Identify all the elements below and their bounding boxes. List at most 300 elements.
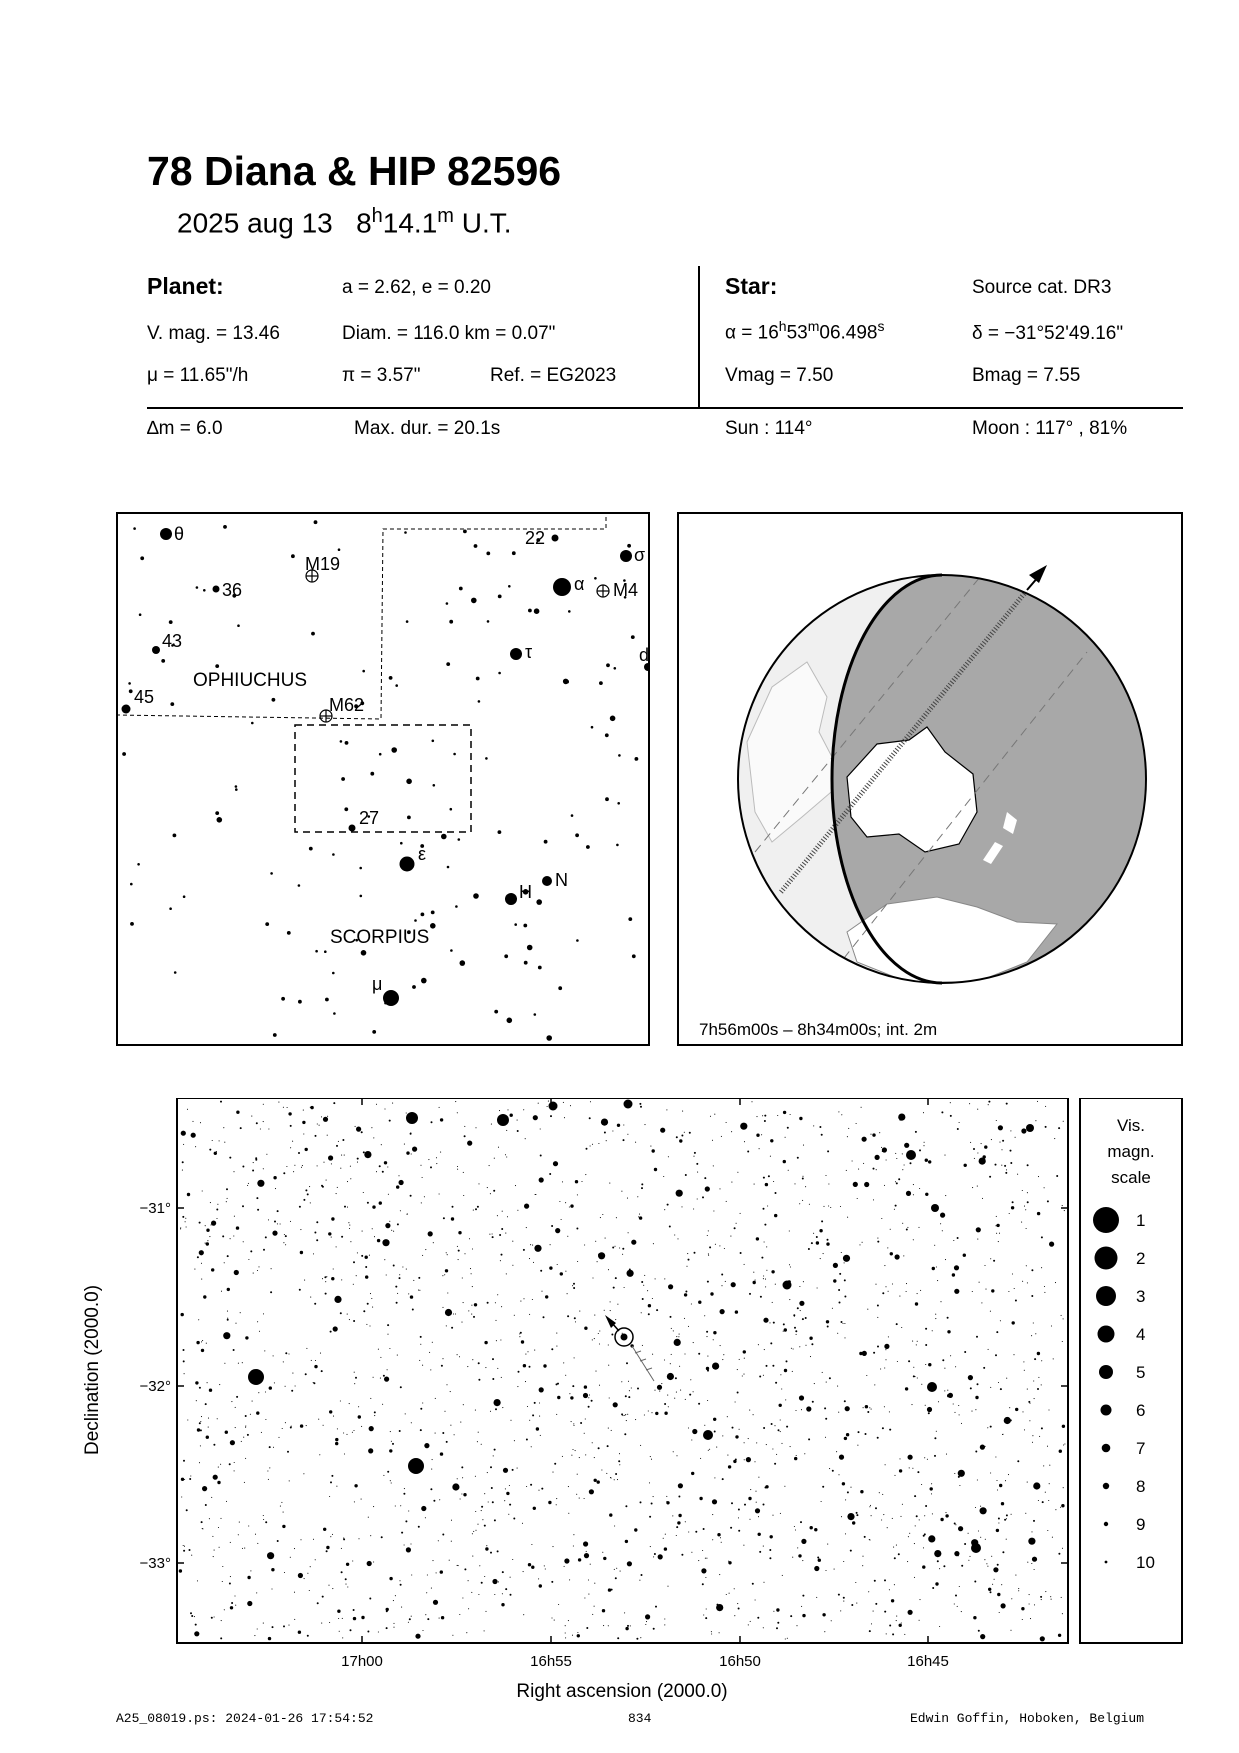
detail-field-star bbox=[1001, 1502, 1004, 1505]
detail-field-star bbox=[739, 1429, 740, 1430]
detail-field-star bbox=[909, 1467, 910, 1468]
legend-magnitude-label: 6 bbox=[1136, 1401, 1146, 1420]
detail-field-star bbox=[695, 1531, 697, 1533]
detail-field-star bbox=[314, 1232, 316, 1234]
detail-field-star bbox=[800, 1310, 801, 1311]
detail-field-star bbox=[774, 1214, 777, 1217]
detail-field-star bbox=[898, 1114, 905, 1121]
detail-bright-star bbox=[931, 1204, 939, 1212]
detail-field-star bbox=[974, 1158, 975, 1159]
detail-field-star bbox=[213, 1475, 218, 1480]
detail-field-star bbox=[831, 1620, 832, 1621]
detail-chart-frame bbox=[177, 1098, 1068, 1643]
detail-field-star bbox=[1031, 1563, 1032, 1564]
detail-field-star bbox=[571, 1421, 572, 1422]
detail-field-star bbox=[611, 1430, 612, 1431]
detail-field-star bbox=[412, 1309, 414, 1311]
detail-field-star bbox=[1041, 1267, 1042, 1268]
detail-field-star bbox=[464, 1253, 465, 1254]
detail-field-star bbox=[969, 1103, 970, 1104]
detail-field-star bbox=[605, 1238, 606, 1239]
detail-field-star bbox=[182, 1216, 184, 1218]
finder-field-star bbox=[534, 1013, 537, 1016]
detail-field-star bbox=[802, 1614, 805, 1617]
detail-field-star bbox=[972, 1187, 973, 1188]
detail-field-star bbox=[1033, 1380, 1034, 1381]
detail-field-star bbox=[793, 1348, 794, 1349]
detail-field-star bbox=[882, 1427, 884, 1429]
planet-heading: Planet: bbox=[147, 273, 224, 299]
detail-field-star bbox=[736, 1223, 737, 1224]
detail-field-star bbox=[500, 1260, 501, 1261]
detail-field-star bbox=[955, 1595, 957, 1597]
detail-field-star bbox=[468, 1608, 469, 1609]
detail-field-star bbox=[540, 1435, 541, 1436]
detail-field-star bbox=[664, 1359, 665, 1360]
detail-field-star bbox=[214, 1616, 215, 1617]
finder-field-star bbox=[605, 733, 609, 737]
detail-field-star bbox=[920, 1290, 921, 1291]
detail-field-star bbox=[705, 1186, 710, 1191]
detail-field-star bbox=[1001, 1584, 1002, 1585]
detail-field-star bbox=[877, 1437, 879, 1439]
detail-field-star bbox=[1047, 1446, 1048, 1447]
detail-field-star bbox=[734, 1227, 736, 1229]
detail-field-star bbox=[816, 1241, 819, 1244]
detail-field-star bbox=[326, 1180, 327, 1181]
detail-field-star bbox=[940, 1223, 941, 1224]
detail-field-star bbox=[1026, 1265, 1027, 1266]
detail-field-star bbox=[288, 1353, 289, 1354]
detail-field-star bbox=[349, 1319, 350, 1320]
detail-field-star bbox=[653, 1243, 654, 1244]
detail-field-star bbox=[310, 1297, 311, 1298]
detail-field-star bbox=[315, 1559, 316, 1560]
detail-field-star bbox=[256, 1122, 258, 1124]
detail-field-star bbox=[630, 1625, 631, 1626]
detail-field-star bbox=[780, 1431, 781, 1432]
detail-field-star bbox=[617, 1124, 620, 1127]
detail-field-star bbox=[839, 1273, 841, 1275]
detail-field-star bbox=[735, 1401, 736, 1402]
detail-field-star bbox=[528, 1563, 531, 1566]
detail-field-star bbox=[591, 1400, 593, 1402]
detail-field-star bbox=[799, 1286, 800, 1287]
detail-field-star bbox=[731, 1131, 732, 1132]
detail-field-star bbox=[635, 1142, 636, 1143]
detail-field-star bbox=[799, 1346, 800, 1347]
detail-field-star bbox=[269, 1386, 272, 1389]
detail-field-star bbox=[892, 1633, 894, 1635]
detail-field-star bbox=[317, 1165, 318, 1166]
detail-field-star bbox=[376, 1104, 377, 1105]
detail-field-star bbox=[902, 1153, 903, 1154]
detail-field-star bbox=[250, 1570, 251, 1571]
detail-field-star bbox=[775, 1382, 777, 1384]
detail-field-star bbox=[340, 1400, 341, 1401]
detail-field-star bbox=[471, 1314, 472, 1315]
detail-field-star bbox=[409, 1618, 411, 1620]
detail-field-star bbox=[667, 1586, 668, 1587]
detail-field-star bbox=[771, 1270, 774, 1273]
detail-field-star bbox=[727, 1455, 728, 1456]
finder-field-star bbox=[421, 978, 427, 984]
detail-field-star bbox=[964, 1543, 966, 1545]
detail-field-star bbox=[877, 1317, 878, 1318]
detail-field-star bbox=[912, 1341, 913, 1342]
detail-field-star bbox=[570, 1105, 571, 1106]
detail-field-star bbox=[711, 1633, 712, 1634]
detail-field-star bbox=[674, 1339, 681, 1346]
detail-field-star bbox=[183, 1349, 185, 1351]
detail-field-star bbox=[384, 1377, 389, 1382]
detail-field-star bbox=[541, 1291, 542, 1292]
detail-field-star bbox=[236, 1226, 239, 1229]
detail-field-star bbox=[802, 1560, 803, 1561]
detail-field-star bbox=[932, 1267, 935, 1270]
label-tau: τ bbox=[525, 642, 533, 662]
detail-field-star bbox=[693, 1342, 694, 1343]
detail-field-star bbox=[471, 1305, 472, 1306]
detail-field-star bbox=[896, 1616, 897, 1617]
detail-field-star bbox=[795, 1410, 796, 1411]
detail-field-star bbox=[291, 1390, 293, 1392]
detail-field-star bbox=[485, 1367, 486, 1368]
detail-field-star bbox=[676, 1535, 677, 1536]
detail-field-star bbox=[709, 1449, 710, 1450]
detail-field-star bbox=[422, 1402, 423, 1403]
detail-field-star bbox=[263, 1104, 264, 1105]
detail-field-star bbox=[457, 1112, 458, 1113]
detail-field-star bbox=[714, 1431, 716, 1433]
detail-field-star bbox=[353, 1261, 355, 1263]
star-theta bbox=[160, 528, 172, 540]
detail-field-star bbox=[208, 1427, 209, 1428]
detail-field-star bbox=[787, 1127, 789, 1129]
detail-field-star bbox=[877, 1346, 879, 1348]
detail-field-star bbox=[478, 1362, 480, 1364]
detail-field-star bbox=[463, 1195, 464, 1196]
detail-field-star bbox=[288, 1625, 289, 1626]
detail-field-star bbox=[430, 1488, 432, 1490]
detail-field-star bbox=[906, 1229, 908, 1231]
star-36 bbox=[213, 586, 220, 593]
detail-field-star bbox=[879, 1492, 880, 1493]
detail-field-star bbox=[365, 1256, 368, 1259]
ra-hour-unit: h bbox=[778, 318, 787, 334]
detail-field-star bbox=[890, 1229, 891, 1230]
detail-field-star bbox=[234, 1470, 235, 1471]
detail-field-star bbox=[268, 1637, 271, 1640]
detail-field-star bbox=[626, 1420, 627, 1421]
detail-field-star bbox=[749, 1410, 750, 1411]
detail-field-star bbox=[644, 1414, 645, 1415]
detail-field-star bbox=[502, 1571, 504, 1573]
detail-field-star bbox=[995, 1225, 996, 1226]
detail-field-star bbox=[617, 1637, 619, 1639]
detail-field-star bbox=[450, 1391, 451, 1392]
detail-field-star bbox=[752, 1583, 754, 1585]
detail-field-star bbox=[490, 1466, 492, 1468]
detail-field-star bbox=[441, 1616, 444, 1619]
detail-field-star bbox=[999, 1233, 1000, 1234]
detail-field-star bbox=[640, 1501, 642, 1503]
finder-field-star bbox=[558, 986, 562, 990]
detail-field-star bbox=[200, 1429, 202, 1431]
detail-field-star bbox=[598, 1333, 599, 1334]
detail-field-star bbox=[539, 1584, 542, 1587]
detail-field-star bbox=[697, 1172, 698, 1173]
detail-field-star bbox=[598, 1252, 605, 1259]
detail-field-star bbox=[1062, 1613, 1063, 1614]
detail-field-star bbox=[901, 1622, 902, 1623]
detail-field-star bbox=[288, 1112, 291, 1115]
detail-field-star bbox=[592, 1144, 593, 1145]
detail-field-star bbox=[1009, 1213, 1010, 1214]
detail-field-star bbox=[902, 1169, 903, 1170]
detail-field-star bbox=[737, 1603, 738, 1604]
detail-field-star bbox=[890, 1252, 893, 1255]
detail-field-star bbox=[1005, 1172, 1007, 1174]
detail-field-star bbox=[906, 1191, 911, 1196]
finder-field-star bbox=[272, 698, 276, 702]
detail-field-star bbox=[887, 1247, 888, 1248]
detail-field-star bbox=[763, 1627, 764, 1628]
detail-field-star bbox=[336, 1145, 338, 1147]
detail-field-star bbox=[245, 1427, 246, 1428]
finder-field-star bbox=[270, 872, 273, 875]
detail-field-star bbox=[382, 1239, 389, 1246]
detail-field-star bbox=[579, 1498, 580, 1499]
detail-field-star bbox=[668, 1284, 673, 1289]
finder-field-star bbox=[140, 556, 144, 560]
detail-field-star bbox=[341, 1548, 342, 1549]
finder-field-star bbox=[281, 997, 285, 1001]
detail-field-star bbox=[642, 1345, 643, 1346]
detail-field-star bbox=[331, 1475, 333, 1477]
finder-field-star bbox=[298, 884, 301, 887]
detail-field-star bbox=[765, 1183, 768, 1186]
detail-field-star bbox=[527, 1406, 528, 1407]
detail-field-star bbox=[494, 1594, 495, 1595]
detail-field-star bbox=[581, 1181, 582, 1182]
detail-field-star bbox=[330, 1481, 332, 1483]
detail-field-star bbox=[776, 1627, 778, 1629]
finder-field-star bbox=[487, 620, 490, 623]
detail-field-star bbox=[438, 1540, 439, 1541]
detail-field-star bbox=[968, 1533, 969, 1534]
detail-field-star bbox=[442, 1534, 444, 1536]
detail-field-star bbox=[277, 1223, 278, 1224]
detail-field-star bbox=[796, 1334, 797, 1335]
detail-field-star bbox=[473, 1316, 475, 1318]
detail-field-star bbox=[415, 1634, 420, 1639]
detail-field-star bbox=[952, 1273, 955, 1276]
detail-field-star bbox=[942, 1230, 943, 1231]
detail-field-star bbox=[502, 1407, 503, 1408]
detail-field-star bbox=[795, 1529, 796, 1530]
detail-field-star bbox=[713, 1418, 716, 1421]
detail-field-star bbox=[380, 1357, 381, 1358]
detail-field-star bbox=[287, 1451, 289, 1453]
detail-field-star bbox=[977, 1239, 978, 1240]
detail-field-star bbox=[601, 1119, 608, 1126]
detail-field-star bbox=[505, 1588, 507, 1590]
detail-field-star bbox=[627, 1414, 628, 1415]
detail-field-star bbox=[676, 1190, 683, 1197]
detail-field-star bbox=[323, 1162, 324, 1163]
detail-field-star bbox=[477, 1524, 478, 1525]
detail-field-star bbox=[823, 1206, 824, 1207]
detail-field-star bbox=[1050, 1596, 1051, 1597]
detail-field-star bbox=[464, 1126, 465, 1127]
label-27: 27 bbox=[359, 808, 380, 828]
detail-field-star bbox=[631, 1240, 636, 1245]
detail-field-star bbox=[439, 1193, 440, 1194]
detail-field-star bbox=[399, 1180, 404, 1185]
detail-field-star bbox=[884, 1265, 885, 1266]
detail-field-star bbox=[748, 1497, 751, 1500]
finder-field-star bbox=[183, 895, 186, 898]
detail-field-star bbox=[822, 1613, 825, 1616]
detail-field-star bbox=[872, 1133, 875, 1136]
detail-field-star bbox=[650, 1146, 651, 1147]
detail-field-star bbox=[842, 1323, 843, 1324]
detail-field-star bbox=[685, 1399, 686, 1400]
detail-field-star bbox=[991, 1139, 992, 1140]
detail-field-star bbox=[195, 1146, 196, 1147]
detail-field-star bbox=[738, 1530, 740, 1532]
detail-field-star bbox=[611, 1334, 613, 1336]
detail-field-star bbox=[1038, 1500, 1039, 1501]
detail-field-star bbox=[850, 1487, 851, 1488]
detail-field-star bbox=[656, 1309, 658, 1311]
detail-field-star bbox=[892, 1518, 893, 1519]
detail-field-star bbox=[608, 1269, 609, 1270]
detail-field-star bbox=[954, 1603, 955, 1604]
detail-field-star bbox=[919, 1149, 921, 1151]
detail-field-star bbox=[720, 1345, 721, 1346]
detail-field-star bbox=[805, 1317, 807, 1319]
detail-field-star bbox=[230, 1542, 231, 1543]
detail-field-star bbox=[998, 1522, 999, 1523]
detail-field-star bbox=[304, 1280, 305, 1281]
detail-field-star bbox=[1012, 1273, 1013, 1274]
detail-field-star bbox=[954, 1412, 955, 1413]
detail-field-star bbox=[635, 1419, 636, 1420]
finder-field-star bbox=[287, 931, 291, 935]
detail-field-star bbox=[800, 1521, 802, 1523]
detail-field-star bbox=[461, 1466, 463, 1468]
detail-field-star bbox=[374, 1415, 375, 1416]
detail-field-star bbox=[735, 1310, 738, 1313]
detail-field-star bbox=[379, 1201, 382, 1204]
detail-field-star bbox=[803, 1145, 804, 1146]
detail-field-star bbox=[936, 1431, 937, 1432]
detail-field-star bbox=[940, 1518, 943, 1521]
detail-field-star bbox=[670, 1363, 671, 1364]
detail-field-star bbox=[924, 1142, 925, 1143]
detail-field-star bbox=[806, 1406, 811, 1411]
star-ra-minutes: 53 bbox=[786, 322, 808, 344]
detail-field-star bbox=[843, 1601, 844, 1602]
detail-field-star bbox=[882, 1494, 883, 1495]
detail-field-star bbox=[420, 1165, 421, 1166]
detail-field-star bbox=[740, 1213, 741, 1214]
detail-field-star bbox=[384, 1108, 385, 1109]
detail-field-star bbox=[373, 1561, 374, 1562]
detail-field-star bbox=[574, 1357, 575, 1358]
detail-field-star bbox=[185, 1218, 186, 1219]
finder-field-star bbox=[571, 814, 574, 817]
detail-field-star bbox=[534, 1350, 535, 1351]
detail-field-star bbox=[211, 1497, 212, 1498]
detail-field-star bbox=[685, 1291, 687, 1293]
detail-field-star bbox=[484, 1630, 485, 1631]
detail-field-star bbox=[640, 1637, 641, 1638]
legend-magnitude-dot bbox=[1096, 1286, 1116, 1306]
finder-field-star bbox=[372, 1030, 376, 1034]
detail-field-star bbox=[935, 1582, 938, 1585]
detail-field-star bbox=[512, 1469, 514, 1471]
detail-field-star bbox=[693, 1156, 694, 1157]
label-m62: M62 bbox=[329, 695, 365, 715]
detail-field-star bbox=[772, 1365, 774, 1367]
detail-field-star bbox=[431, 1588, 432, 1589]
detail-field-star bbox=[714, 1114, 715, 1115]
detail-field-star bbox=[387, 1334, 388, 1335]
detail-field-star bbox=[354, 1383, 355, 1384]
detail-field-star bbox=[320, 1353, 321, 1354]
finder-field-star bbox=[406, 620, 409, 623]
detail-field-star bbox=[998, 1518, 1000, 1520]
detail-field-star bbox=[988, 1588, 991, 1591]
detail-field-star bbox=[722, 1435, 723, 1436]
detail-field-star bbox=[491, 1487, 493, 1489]
detail-field-star bbox=[668, 1156, 669, 1157]
detail-field-star bbox=[353, 1284, 354, 1285]
detail-field-star bbox=[964, 1351, 966, 1353]
detail-field-star bbox=[384, 1259, 385, 1260]
detail-field-star bbox=[183, 1545, 184, 1546]
detail-field-star bbox=[685, 1521, 686, 1522]
finder-field-star bbox=[433, 784, 436, 787]
detail-field-star bbox=[944, 1390, 945, 1391]
minute-unit: m bbox=[437, 205, 454, 227]
detail-field-star bbox=[419, 1360, 420, 1361]
detail-field-star bbox=[468, 1580, 469, 1581]
detail-field-star bbox=[189, 1549, 191, 1551]
sun-elongation: Sun : 114° bbox=[725, 418, 813, 439]
detail-field-star bbox=[254, 1635, 255, 1636]
detail-field-star bbox=[337, 1187, 338, 1188]
detail-field-star bbox=[756, 1442, 757, 1443]
detail-field-star bbox=[1049, 1242, 1054, 1247]
detail-field-star bbox=[473, 1210, 474, 1211]
detail-field-star bbox=[519, 1333, 520, 1334]
detail-field-star bbox=[701, 1568, 706, 1573]
detail-field-star bbox=[216, 1151, 217, 1152]
detail-field-star bbox=[326, 1550, 328, 1552]
detail-field-star bbox=[1033, 1482, 1040, 1489]
detail-field-star bbox=[769, 1322, 770, 1323]
detail-field-star bbox=[300, 1251, 303, 1254]
detail-field-star bbox=[402, 1266, 403, 1267]
ra-second-unit: s bbox=[877, 318, 885, 334]
detail-field-star bbox=[523, 1249, 525, 1251]
moon-elongation: Moon : 117° , 81% bbox=[972, 418, 1128, 439]
detail-field-star bbox=[289, 1480, 290, 1481]
